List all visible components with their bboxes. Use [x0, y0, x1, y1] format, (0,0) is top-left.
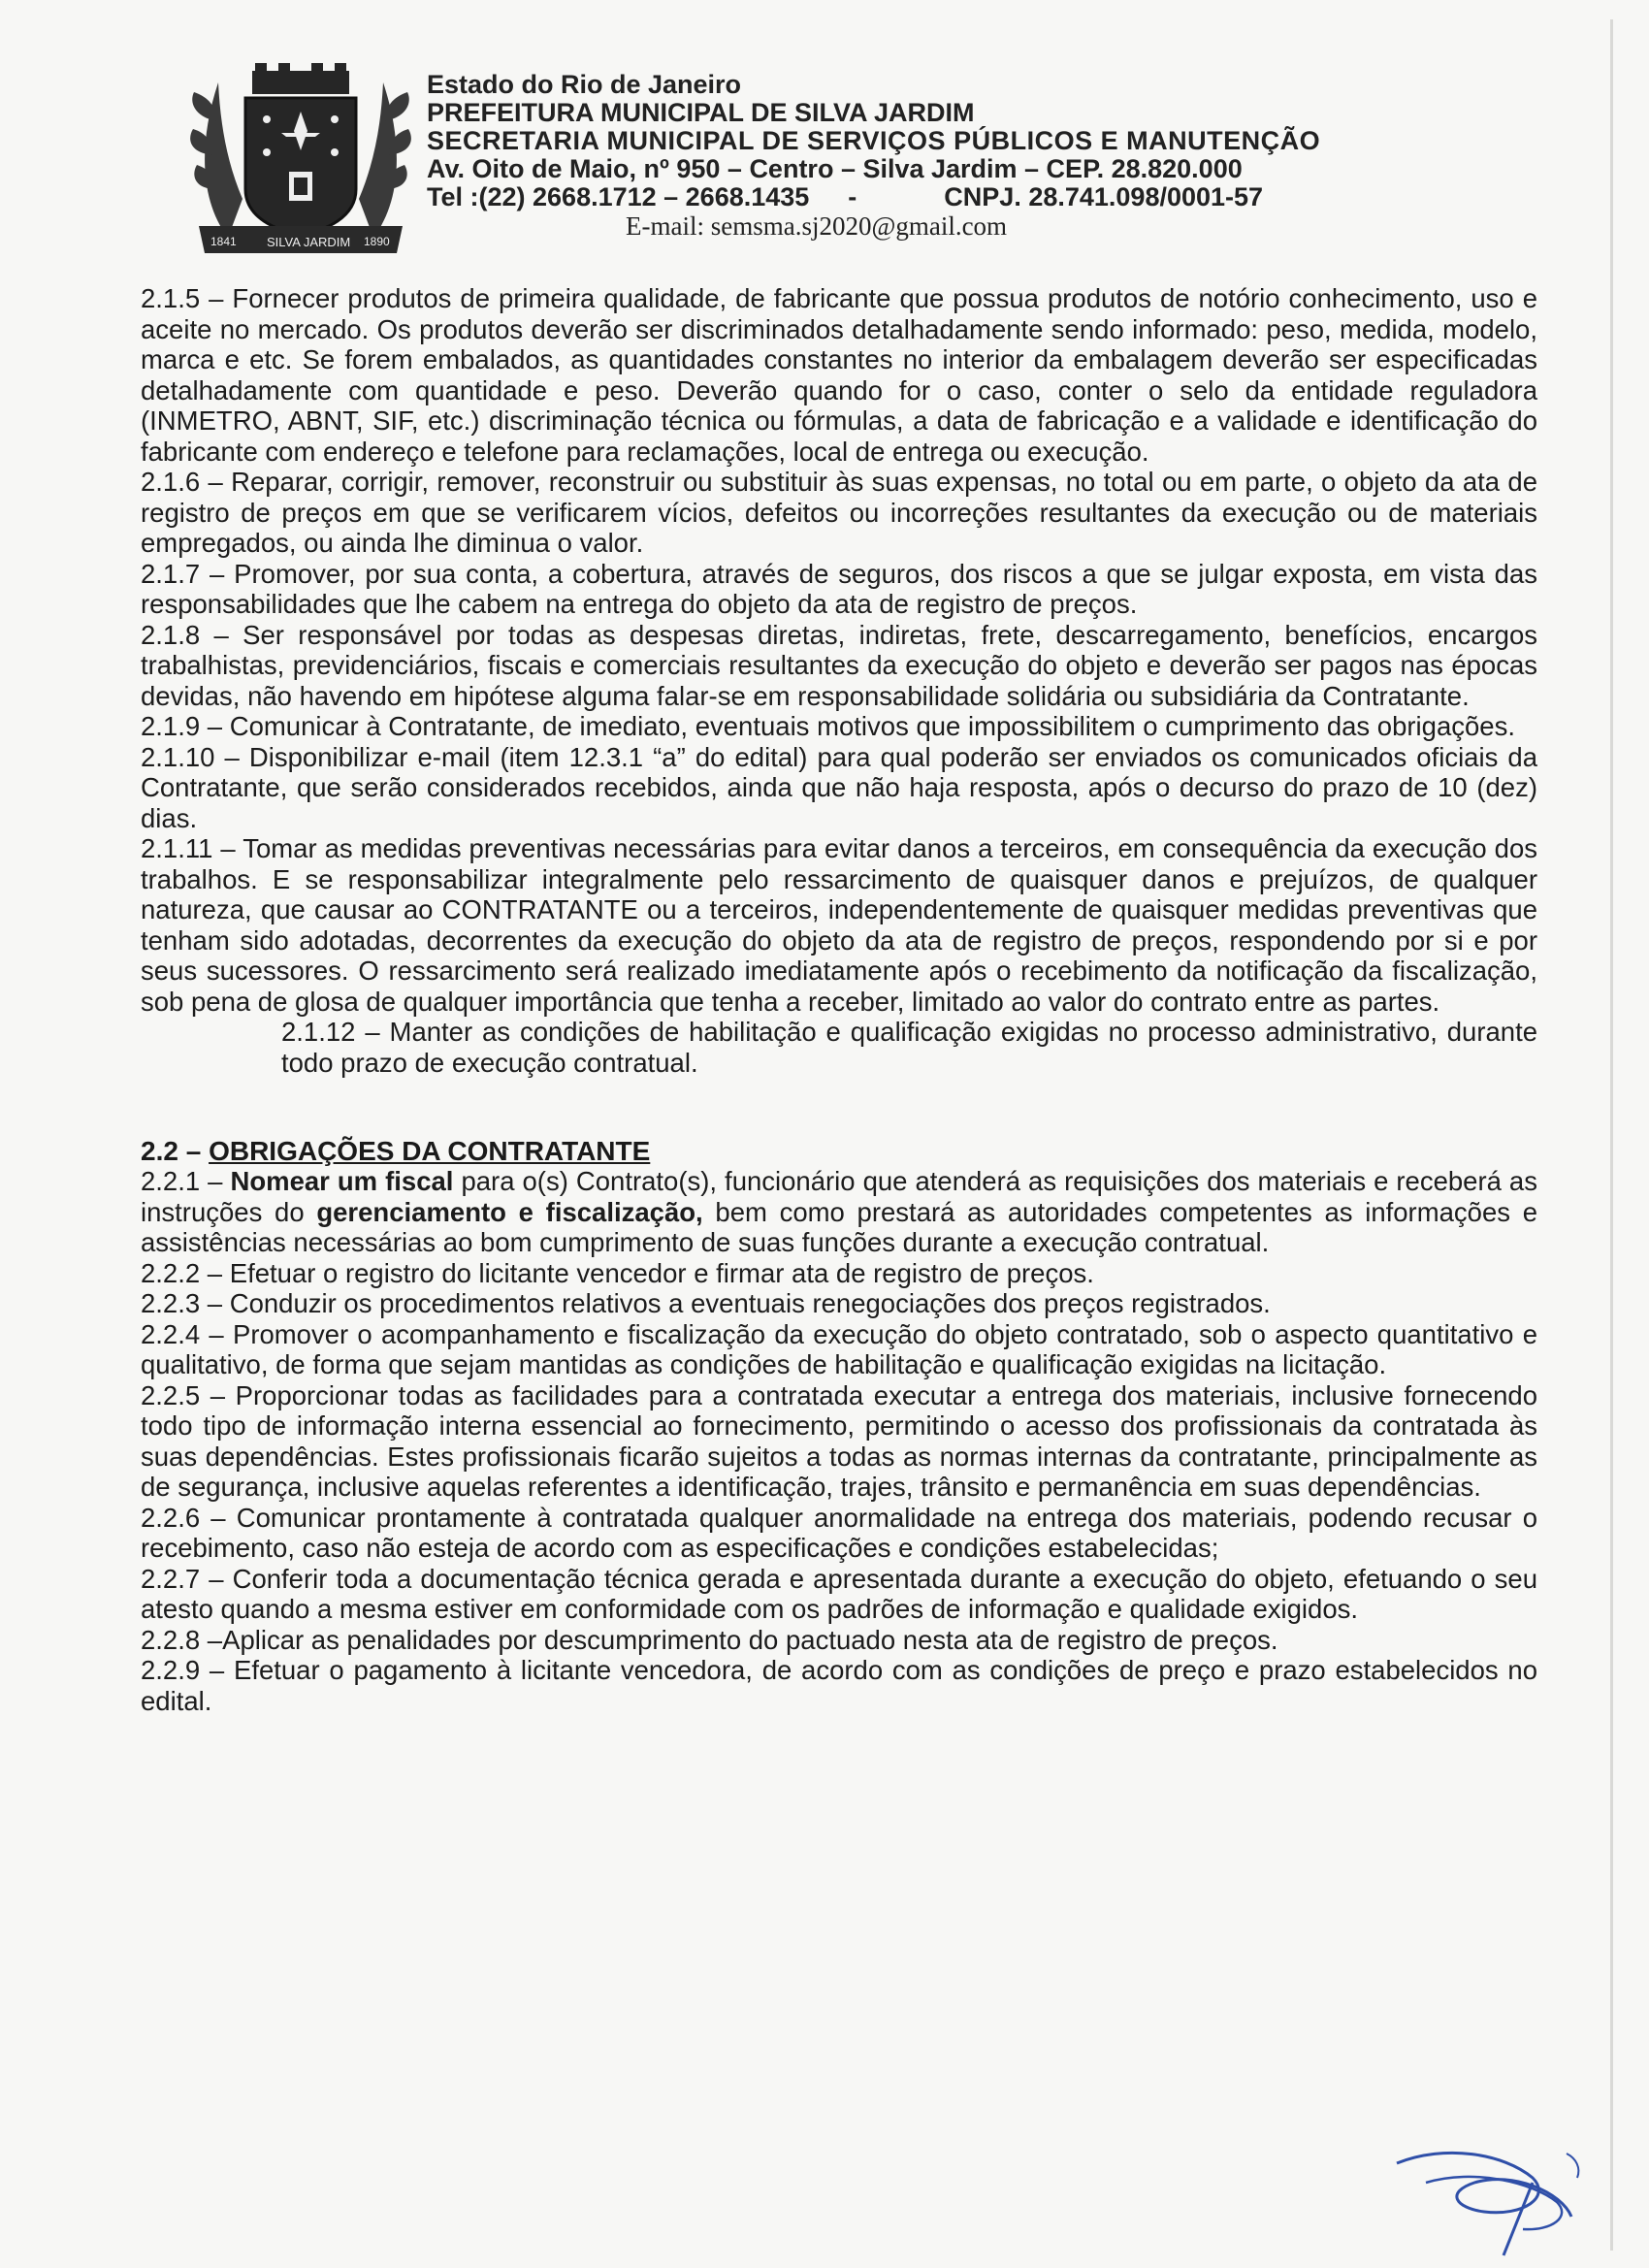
clause-2-2-7: 2.2.7 – Conferir toda a documentação técnica gerada e apresentada durante a execução do objeto, efetuando o seu atesto quando a mesma estiver em conformidade com os padrões de informação e qualidade exigidos. [141, 1563, 1537, 1624]
clause-2-1-11: 2.1.11 – Tomar as medidas preventivas necessárias para evitar danos a terceiros, em consequência da execução dos trabalhos. E se responsabilizar integralmente pelo ressarcimento de quaisquer danos e prejuízos, de qualquer natureza, que causar ao CONTRATANTE ou a terceiros, independentemente de quaisquer medidas preventivas que tenham sido adotadas, decorrentes da execução do objeto da ata de registro de preços, respondendo por si e por seus sucessores. O ressarcimento será realizado imediatamente após o recebimento da notificação da fiscalização, sob pena de glosa de qualquer importância que tenha a receber, limitado ao valor do contrato entre as partes. [141, 833, 1537, 1017]
handwritten-signature [1387, 2124, 1591, 2260]
cnpj-number: CNPJ. 28.741.098/0001-57 [944, 182, 1264, 211]
clause-2-1-9: 2.1.9 – Comunicar à Contratante, de imediato, eventuais motivos que impossibilitem o cumprimento das obrigações. [141, 711, 1515, 741]
section-heading: OBRIGAÇÕES DA CONTRATANTE [209, 1136, 651, 1166]
section-2-2-title [141, 1136, 1537, 1166]
secretaria-name: SECRETARIA MUNICIPAL DE SERVIÇOS PÚBLICOS E MANUTENÇÃO [427, 126, 1321, 155]
clause-2-2-9: 2.2.9 – Efetuar o pagamento à licitante vencedora, de acordo com as condições de preço e prazo estabelecidos no edital. [141, 1655, 1537, 1716]
state-name: Estado do Rio de Janeiro [427, 70, 742, 99]
address-line: Av. Oito de Maio, nº 950 – Centro – Silva Jardim – CEP. 28.820.000 [427, 154, 1243, 183]
mural-crown-icon [252, 63, 349, 94]
page-edge-shadow [1610, 19, 1613, 2251]
separator: - [848, 182, 857, 211]
clause-2-2-1-bold-gerenciamento: gerenciamento e fiscalização, [316, 1196, 703, 1227]
clause-2-2-1-mid: para o(s) Contrato(s), funcionário que atenderá as requisições dos materiais e receberá as instruções do [141, 1166, 1537, 1227]
clause-2-2-4: 2.2.4 – Promover o acompanhamento e fiscalização da execução do objeto contratado, sob o aspecto quantitativo e qualitativo, de forma que sejam mantidas as condições de habilitação e qualificação exigidas na licitação. [141, 1318, 1537, 1379]
clause-2-2-2: 2.2.2 – Efetuar o registro do licitante vencedor e firmar ata de registro de preços. [141, 1257, 1094, 1288]
municipal-crest-logo [189, 63, 412, 257]
clause-2-2-1-bold-fiscal: Nomear um fiscal [230, 1166, 454, 1196]
crest-banner-text: SILVA JARDIM [267, 235, 351, 249]
crest-year-left: 1841 [210, 235, 237, 248]
document-body [141, 283, 1537, 1716]
section-number: 2.2 – [141, 1136, 210, 1166]
clause-2-1-6: 2.1.6 – Reparar, corrigir, remover, reconstruir ou substituir às suas expensas, no total ou em parte, o objeto da ata de registro de preços em que se verificarem vícios, defeitos ou incorreções resultantes da execução ou de materiais empregados, ou ainda lhe diminua o valor. [141, 467, 1537, 558]
clause-2-1-5: 2.1.5 – Fornecer produtos de primeira qualidade, de fabricante que possua produtos de notório conhecimento, uso e aceite no mercado. Os produtos deverão ser discriminados detalhadamente sendo informado: peso, medida, modelo, marca e etc. Se forem embalados, as quantidades constantes no interior da embalagem deverão ser especificadas detalhadamente com quantidade e peso. Deverão quando for o caso, conter o selo da entidade reguladora (INMETRO, ABNT, SIF, etc.) discriminação técnica ou fórmulas, a data de fabricação e a validade e identificação do fabricante com endereço e telefone para reclamações, local de entrega ou execução. [141, 283, 1537, 467]
section-gap [141, 1078, 1537, 1136]
clause-2-2-5: 2.2.5 – Proporcionar todas as facilidades para a contratada executar a entrega dos materiais, inclusive fornecendo todo tipo de informação interna essencial ao fornecimento, permitindo o acesso dos profissionais da contratada às suas dependências. Estes profissionais ficarão sujeitos a todas as normas internas da contratante, principalmente as de segurança, inclusive aquelas referentes a identificação, trajes, trânsito e permanência em suas dependências. [141, 1379, 1537, 1502]
phone-number: Tel :(22) 2668.1712 – 2668.1435 [427, 182, 810, 211]
clause-2-1-10: 2.1.10 – Disponibilizar e-mail (item 12.3.1 “a” do edital) para qual poderão ser enviados os comunicados oficiais da Contratante, que serão considerados recebidos, ainda que não haja resposta, após o decurso do prazo de 10 (dez) dias. [141, 741, 1537, 833]
clause-2-1-8: 2.1.8 – Ser responsável por todas as despesas diretas, indiretas, frete, descarregamento, benefícios, encargos trabalhistas, previdenciários, fiscais e comerciais resultantes da execução do objeto e deverão ser pagos nas épocas devidas, não havendo em hipótese alguma falar-se em responsabilidade solidária ou subsidiária da Contratante. [141, 619, 1537, 711]
clause-2-2-8: 2.2.8 –Aplicar as penalidades por descumprimento do pactuado nesta ata de registro de preços. [141, 1624, 1278, 1655]
letterhead-text [427, 71, 1320, 241]
clause-2-2-1 [141, 1166, 1537, 1258]
clause-2-2-6: 2.2.6 – Comunicar prontamente à contratada qualquer anormalidade na entrega dos materiais, podendo recusar o recebimento, caso não esteja de acordo com as especificações e condições estabelecidas; [141, 1502, 1537, 1563]
clause-2-1-7: 2.1.7 – Promover, por sua conta, a cobertura, através de seguros, dos riscos a que se julgar exposta, em vista das responsabilidades que lhe cabem na entrega do objeto da ata de registro de preços. [141, 558, 1537, 619]
clause-2-2-1-rest: bem como prestará as autoridades competentes as informações e assistências necessárias ao bom cumprimento de suas funções durante a execução contratual. [141, 1196, 1537, 1257]
letterhead [189, 63, 1450, 267]
prefeitura-name: PREFEITURA MUNICIPAL DE SILVA JARDIM [427, 98, 975, 127]
clause-2-1-12: 2.1.12 – Manter as condições de habilitação e qualificação exigidas no processo administrativo, durante todo prazo de execução contratual. [281, 1017, 1537, 1078]
clause-2-2-1-prefix: 2.2.1 – [141, 1166, 231, 1196]
phone-cnpj-row [427, 183, 1320, 211]
email-address: E-mail: semsma.sj2020@gmail.com [626, 211, 1008, 241]
clause-2-2-3: 2.2.3 – Conduzir os procedimentos relativos a eventuais renegociações dos preços registrados. [141, 1288, 1271, 1318]
crest-year-right: 1890 [364, 235, 390, 248]
